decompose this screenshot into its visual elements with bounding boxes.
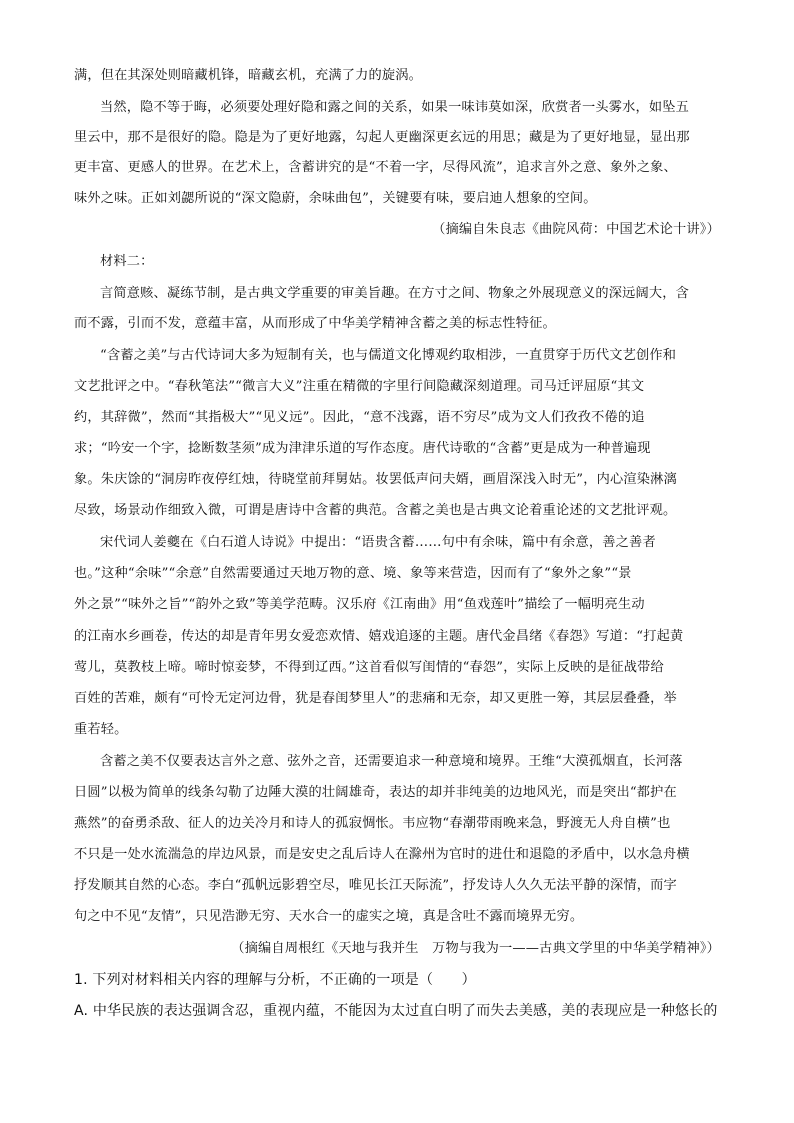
text-line: 当然，隐不等于晦，必须要处理好隐和露之间的关系，如果一味讳莫如深，欣赏者一头雾水，如坠五 [100, 100, 690, 115]
answer-option-a: A. 中华民族的表达强调含忍，重视内蕴，不能因为太过直白明了而失去美感，美的表现应是一种悠长的 [74, 1003, 718, 1019]
text-line: 句之中不见“友情”，只见浩渺无穷、天水合一的虚实之境，真是含吐不露而境界无穷。 [74, 909, 584, 924]
text-line: 重若轻。 [74, 722, 128, 737]
text-line: 不只是一处水流湍急的岸边风景，而是安史之乱后诗人在滁州为官时的进仕和退隐的矛盾中，以水急舟横 [74, 847, 690, 862]
text-line: 抒发顺其自然的心态。李白“孤帆远影碧空尽，唯见长江天际流”，抒发诗人久久无法平静的深情，而字 [74, 878, 677, 893]
text-line: 而不露，引而不发，意蕴丰富，从而形成了中华美学精神含蓄之美的标志性特征。 [74, 316, 556, 331]
text-line: 的江南水乡画卷，传达的却是青年男女爱恋欢情、嬉戏追逐的主题。唐代金昌绪《春怨》写道：“打起黄 [74, 629, 684, 644]
text-line: 言简意赅、凝练节制，是古典文学重要的审美旨趣。在方寸之间、物象之外展现意义的深远阔大，含 [100, 286, 690, 301]
section-heading: 材料二： [100, 254, 154, 269]
text-line: 莺儿，莫教枝上啼。啼时惊妾梦，不得到辽西。”这首看似写闺情的“春怨”，实际上反映的是征战带给 [74, 660, 664, 675]
text-line: 宋代词人姜夔在《白石道人诗说》中提出：“语贵含蓄……句中有余味，篇中有余意，善之善者 [100, 535, 656, 550]
text-line: 外之景”“味外之旨”“韵外之致”等美学范畴。汉乐府《江南曲》用“鱼戏莲叶”描绘了一幅明亮生动 [74, 597, 645, 612]
text-line: 约，其辞微”，然而“其指极大”“见义远”。因此，“意不浅露，语不穷尽”成为文人们孜孜不倦的追 [74, 410, 645, 425]
question-stem: 1. 下列对材料相关内容的理解与分析，不正确的一项是（ ） [74, 972, 476, 988]
text-line: 更丰富、更感人的世界。在艺术上，含蓄讲究的是“不着一字，尽得风流”，追求言外之意、象外之象、 [74, 160, 677, 175]
text-line: 日圆”以极为简单的线条勾勒了边陲大漠的壮阔雄奇，表达的却并非纯美的边地风光，而是突出“都护在 [74, 785, 677, 800]
text-line: 味外之味。正如刘勰所说的“深文隐蔚，余味曲包”，关键要有味，要启迪人想象的空间。 [74, 191, 597, 206]
text-line: 里云中，那不是很好的隐。隐是为了更好地露，勾起人更幽深更玄远的用思；藏是为了更好地显，显出那 [74, 130, 690, 145]
source-citation: （摘编自周根红《天地与我并生 万物与我为一——古典文学里的中华美学精神》） [231, 941, 720, 956]
text-line: 文艺批评之中。“春秋笔法”“微言大义”注重在精微的字里行间隐藏深刻道理。司马迁评屈原“其文 [74, 379, 645, 394]
text-line: “含蓄之美”与古代诗词大多为短制有关，也与儒道文化博观约取相涉，一直贯穿于历代文艺创作和 [100, 348, 677, 363]
text-line: 求；“吟安一个字，捻断数茎须”成为津津乐道的写作态度。唐代诗歌的“含蓄”更是成为一种普遍现 [74, 441, 651, 456]
source-citation: （摘编自朱良志《曲院风荷：中国艺术论十讲》） [432, 222, 720, 237]
text-line: 也。”这种“余味”“余意”自然需要通过天地万物的意、境、象等来营造，因而有了“象外之象”“景 [74, 566, 632, 581]
text-line: 燕然”的奋勇杀敌、征人的边关冷月和诗人的孤寂惆怅。韦应物“春潮带雨晚来急，野渡无人舟自横”也 [74, 816, 671, 831]
text-line: 含蓄之美不仅要表达言外之意、弦外之音，还需要追求一种意境和境界。王维“大漠孤烟直，长河落 [100, 754, 683, 769]
text-line: 尽致，场景动作细致入微，可谓是唐诗中含蓄的典范。含蓄之美也是古典文论着重论述的文艺批评观。 [74, 503, 677, 518]
text-line: 象。朱庆馀的“洞房昨夜停红烛，待晓堂前拜舅姑。妆罢低声问夫婿，画眉深浅入时无”，内心渲染淋漓 [74, 472, 677, 487]
text-line: 百姓的苦难，颇有“可怜无定河边骨，犹是春闺梦里人”的悲痛和无奈，却又更胜一筹，其层层叠叠，举 [74, 691, 677, 706]
text-line: 满，但在其深处则暗藏机锋，暗藏玄机，充满了力的旋涡。 [74, 68, 423, 83]
